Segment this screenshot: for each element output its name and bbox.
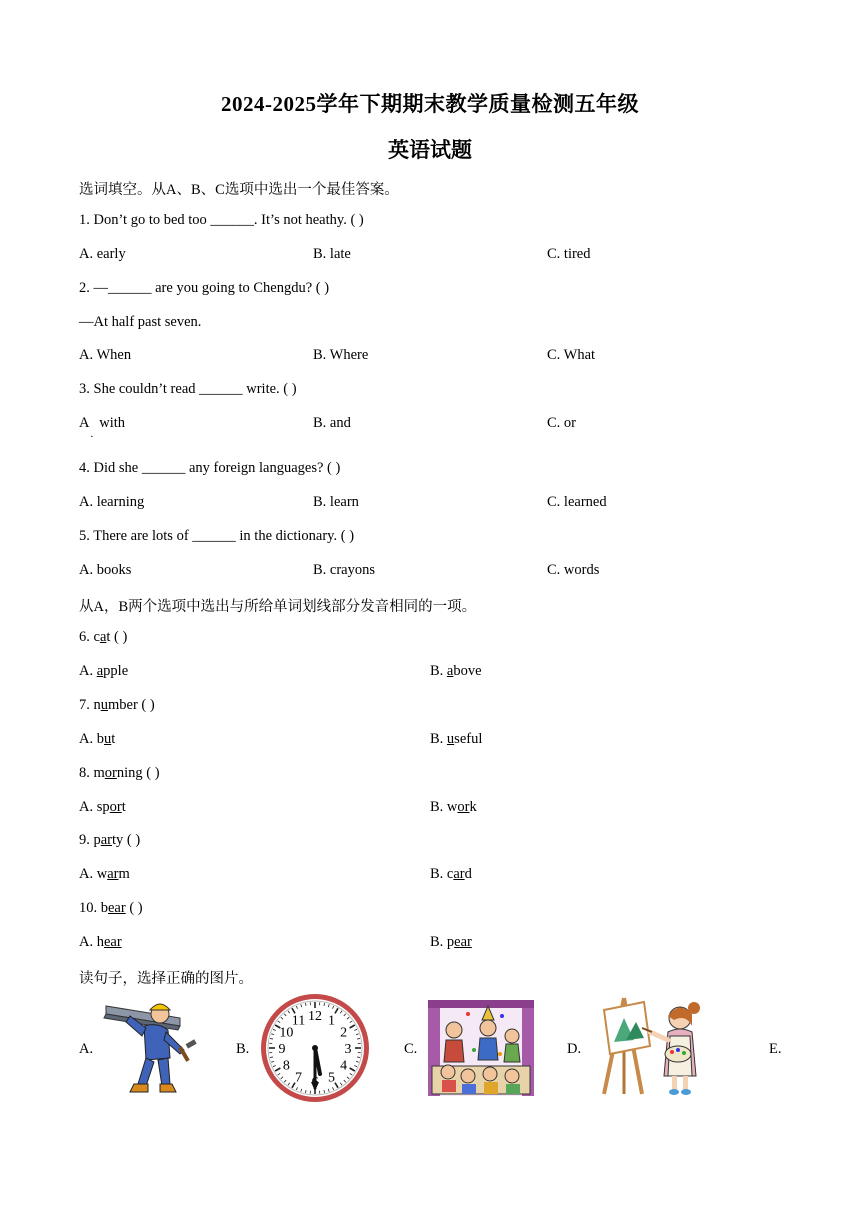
q3-option-a-dot: . (90, 428, 94, 440)
q4-option-c: C. learned (547, 494, 607, 510)
q7-option-b (430, 731, 482, 748)
q2-stem: 2. —______ are you going to Chengdu? ( ) (79, 280, 330, 296)
q7-word-underlined: u (100, 697, 108, 713)
q6-b-post: bove (453, 663, 482, 679)
q8-a-pre: A. sp (79, 799, 110, 815)
picture-label-a: A. (79, 1041, 94, 1057)
q9-option-a (79, 866, 130, 883)
clock-picture (259, 992, 371, 1104)
page-subtitle: 英语试题 (388, 138, 472, 162)
q3-option-b: B. and (313, 415, 351, 431)
q7-b-pre: B. (430, 731, 447, 747)
q8-word-underlined: or (104, 765, 117, 781)
q9-word-post: ty ( ) (112, 832, 141, 848)
q2-reply: —At half past seven. (79, 314, 202, 330)
q3-option-c: C. or (547, 415, 576, 431)
q2-option-c: C. What (547, 347, 596, 363)
q2-option-a: A. When (79, 347, 132, 363)
q5-option-b: B. crayons (313, 562, 376, 578)
clock-numeral: 7 (295, 1070, 302, 1086)
q8-stem (79, 765, 160, 782)
q6-b-underlined: a (446, 663, 454, 679)
q10-a-pre: A. h (79, 934, 104, 950)
q7-a-post: t (111, 731, 116, 747)
q7-a-pre: A. b (79, 731, 104, 747)
q9-number: 9. (79, 832, 94, 848)
clock-numeral: 11 (291, 1013, 306, 1029)
q3-option-a (79, 415, 126, 440)
q5-stem: 5. There are lots of ______ in the dictionary. ( ) (79, 528, 355, 544)
q6-a-underlined: a (96, 663, 104, 679)
clock-numeral: 10 (279, 1025, 294, 1041)
q9-b-post: d (464, 866, 472, 882)
q3-stem: 3. She couldn’t read ______ write. ( ) (79, 381, 297, 397)
page-title: 2024-2025学年下期期末教学质量检测五年级 (221, 92, 639, 116)
q2-option-b: B. Where (313, 347, 369, 363)
q10-option-b (430, 934, 472, 951)
picture-label-b: B. (236, 1041, 250, 1057)
q7-b-underlined: u (446, 731, 455, 747)
q1-option-b: B. late (313, 246, 351, 262)
section2-instruction: 从A，B两个选项中选出与所给单词划线部分发音相同的一项。 (79, 599, 477, 615)
q7-word-pre: n (93, 697, 101, 713)
q7-b-post: seful (454, 731, 483, 747)
q3-option-a-letter: A (79, 415, 90, 431)
q7-word-post: mber ( ) (108, 697, 155, 713)
q6-option-a (79, 663, 128, 680)
clock-numeral: 1 (328, 1013, 335, 1029)
clock-numeral: 3 (344, 1042, 352, 1057)
q8-number: 8. (79, 765, 94, 781)
section3-instruction: 读句子，选择正确的图片。 (79, 971, 253, 987)
q10-word-post: ( ) (125, 900, 143, 916)
q8-a-underlined: or (109, 799, 122, 815)
q10-stem (79, 900, 143, 917)
q1-option-c: C. tired (547, 246, 591, 262)
q10-number: 10. (79, 900, 101, 916)
q8-b-underlined: or (457, 799, 470, 815)
clock-numeral: 2 (340, 1025, 348, 1041)
q9-b-underlined: ar (453, 866, 465, 882)
q9-word-pre: p (93, 832, 101, 848)
q8-word-post: ning ( ) (116, 765, 160, 781)
q8-b-post: k (469, 799, 477, 815)
picture-label-d: D. (567, 1041, 582, 1057)
q9-a-underlined: ar (107, 866, 119, 882)
q8-option-a (79, 799, 126, 816)
q9-a-post: m (118, 866, 130, 882)
q7-number: 7. (79, 697, 94, 713)
q9-a-pre: A. w (79, 866, 108, 882)
worker-carrying-beam-picture (100, 996, 200, 1100)
picture-label-e: E. (769, 1041, 782, 1057)
q8-b-pre: B. w (430, 799, 458, 815)
q8-a-post: t (121, 799, 126, 815)
q4-option-b: B. learn (313, 494, 359, 510)
clock-numeral: 9 (278, 1042, 286, 1057)
q7-a-underlined: u (103, 731, 112, 747)
clock-numeral: 12 (308, 1009, 322, 1024)
party-picture (428, 1000, 534, 1096)
q6-word-post: t ( ) (106, 629, 128, 645)
q9-b-pre: B. c (430, 866, 454, 882)
q10-b-underlined: ear (454, 934, 472, 950)
q8-word-pre: m (93, 765, 105, 781)
q10-option-a (79, 934, 122, 951)
q4-option-a: A. learning (79, 494, 145, 510)
q9-option-b (430, 866, 472, 883)
q8-option-b (430, 799, 477, 816)
q6-word-pre: c (93, 629, 100, 645)
q6-option-b (430, 663, 482, 680)
q6-a-post: pple (103, 663, 129, 679)
q6-word-underlined: a (99, 629, 107, 645)
q5-option-c: C. words (547, 562, 600, 578)
q7-option-a (79, 731, 115, 748)
q10-word-underlined: ear (108, 900, 126, 916)
q9-word-underlined: ar (100, 832, 113, 848)
q6-b-pre: B. (430, 663, 447, 679)
q6-number: 6. (79, 629, 94, 645)
picture-label-c: C. (404, 1041, 418, 1057)
section1-instruction: 选词填空。从A、B、C选项中选出一个最佳答案。 (79, 182, 399, 198)
q9-stem (79, 832, 140, 849)
q6-a-pre: A. (79, 663, 97, 679)
q7-stem (79, 697, 155, 714)
q10-word-pre: b (100, 900, 108, 916)
q1-stem: 1. Don’t go to bed too ______. It’s not heathy. ( ) (79, 212, 364, 228)
q5-option-a: A. books (79, 562, 132, 578)
q4-stem: 4. Did she ______ any foreign languages? ( ) (79, 460, 341, 476)
clock-numeral: 4 (340, 1058, 348, 1074)
q1-option-a: A. early (79, 246, 126, 262)
q10-b-pre: B. p (430, 934, 455, 950)
q3-option-a-word: with (99, 415, 126, 431)
painting-girl-picture (590, 996, 706, 1098)
q10-a-underlined: ear (103, 934, 122, 950)
clock-numeral: 5 (328, 1070, 335, 1086)
q6-stem (79, 629, 127, 646)
clock-numeral: 8 (282, 1058, 290, 1074)
